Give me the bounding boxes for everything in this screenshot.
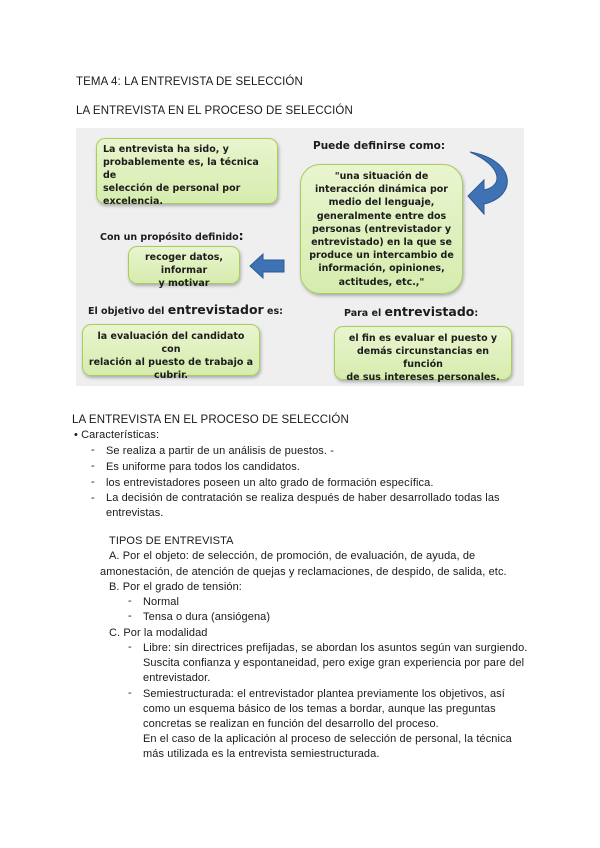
purpose-label-text: Con un propósito definido: [100, 232, 239, 243]
type-c-libre: Libre: sin directrices prefijadas, se abordan los asuntos según van surgiendo.: [143, 642, 528, 654]
list-dash: -: [91, 492, 95, 504]
interviewer-line: relación al puesto de trabajo a: [88, 357, 254, 368]
list-dash: -: [128, 595, 132, 607]
type-a: A. Por el objeto: de selección, de promoción, de evaluación, de ayuda, de: [109, 550, 476, 562]
intro-line: excelencia.: [103, 196, 164, 207]
definition-line: "una situación de: [334, 171, 429, 182]
definition-line: actitudes, etc.,": [338, 276, 425, 288]
definition-box: [300, 164, 463, 294]
type-b-item: Tensa o dura (ansiógena): [143, 611, 271, 623]
list-item: La decisión de contratación se realiza después de haber desarrollado todas las: [106, 492, 500, 504]
interviewee-label-big: entrevistado: [384, 304, 475, 319]
characteristics-bullet: • Características:: [74, 429, 160, 441]
curved-arrow-icon: [464, 148, 518, 222]
list-item: Es uniforme para todos los candidatos.: [106, 461, 300, 473]
type-c-semi-line: más utilizada es la entrevista semiestructurada.: [143, 748, 380, 760]
definition-label: Puede definirse como:: [313, 140, 446, 152]
list-dash: -: [128, 687, 132, 699]
definition-line: entrevistado) en la que se: [311, 237, 452, 249]
interviewee-label-pre: Para el: [344, 308, 382, 319]
interviewer-box: [82, 324, 260, 381]
intro-line: selección de personal por: [103, 183, 241, 194]
definition-line: produce un intercambio de: [309, 250, 454, 262]
interviewer-label: [88, 302, 283, 317]
purpose-box: [128, 246, 240, 289]
section2-heading: LA ENTREVISTA EN EL PROCESO DE SELECCIÓN: [72, 414, 349, 426]
interviewer-label-post: es:: [267, 306, 283, 317]
interviewee-line: demás circunstancias en función: [356, 346, 490, 370]
type-c-semi: Semiestructurada: el entrevistador plantea previamente los objetivos, así: [143, 688, 505, 700]
interviewer-label-pre: El objetivo del: [88, 306, 165, 317]
concept-diagram: [76, 128, 524, 386]
definition-line: personas (entrevistador y: [311, 223, 452, 235]
type-c-semi-line: concretas se realizan en función del desarrollo del proceso.: [143, 718, 439, 730]
type-c-semi-line: como un esquema básico de los temas a bordar, aunque las preguntas: [143, 703, 496, 715]
page-title: TEMA 4: LA ENTREVISTA DE SELECCIÓN: [76, 76, 303, 88]
list-item: los entrevistadores poseen un alto grado de formación específica.: [106, 477, 434, 489]
intro-box: [96, 138, 278, 207]
list-dash: -: [91, 444, 95, 456]
list-dash: -: [128, 641, 132, 653]
type-b: B. Por el grado de tensión:: [109, 581, 242, 593]
definition-line: interacción dinámica por: [315, 184, 448, 196]
interviewee-line: el fin es evaluar el puesto y: [348, 333, 498, 344]
intro-line: probablemente es, la técnica de: [103, 157, 259, 181]
definition-line: información, opiniones,: [318, 263, 445, 275]
definition-line: medio del lenguaje,: [328, 197, 435, 209]
list-dash: -: [91, 476, 95, 488]
list-dash: -: [91, 460, 95, 472]
type-c-libre-line: Suscita confianza y espontaneidad, pero exige gran experiencia por pare del: [143, 657, 525, 669]
purpose-label-colon: :: [238, 228, 244, 243]
interviewee-label-post: :: [474, 308, 479, 319]
interviewee-label: [344, 304, 478, 319]
list-dash: -: [128, 610, 132, 622]
purpose-line: recoger datos, informar: [144, 252, 224, 276]
type-a-continued: amonestación, de atención de quejas y reclamaciones, de despido, de salida, etc.: [100, 566, 507, 578]
list-item: Se realiza a partir de un análisis de puestos. -: [106, 445, 334, 457]
interviewer-line: cubrir.: [153, 370, 189, 381]
interviewee-line: de sus intereses personales.: [346, 372, 500, 383]
interviewer-label-big: entrevistador: [167, 302, 264, 317]
left-arrow-icon: [248, 252, 286, 280]
purpose-label: [100, 228, 244, 243]
type-b-item: Normal: [143, 596, 180, 608]
intro-line: La entrevista ha sido, y: [103, 144, 229, 155]
definition-line: generalmente entre dos: [316, 210, 447, 222]
section-heading: LA ENTREVISTA EN EL PROCESO DE SELECCIÓN: [76, 105, 353, 117]
interviewer-line: la evaluación del candidato con: [97, 331, 245, 355]
type-c-semi-line: En el caso de la aplicación al proceso de selección de personal, la técnica: [143, 733, 512, 745]
type-c-libre-line: entrevistador.: [143, 672, 211, 684]
list-item-continued: entrevistas.: [106, 507, 164, 519]
type-c: C. Por la modalidad: [109, 627, 208, 639]
interviewee-box: [334, 326, 512, 383]
types-heading: TIPOS DE ENTREVISTA: [109, 535, 234, 547]
purpose-line: y motivar: [158, 278, 210, 289]
